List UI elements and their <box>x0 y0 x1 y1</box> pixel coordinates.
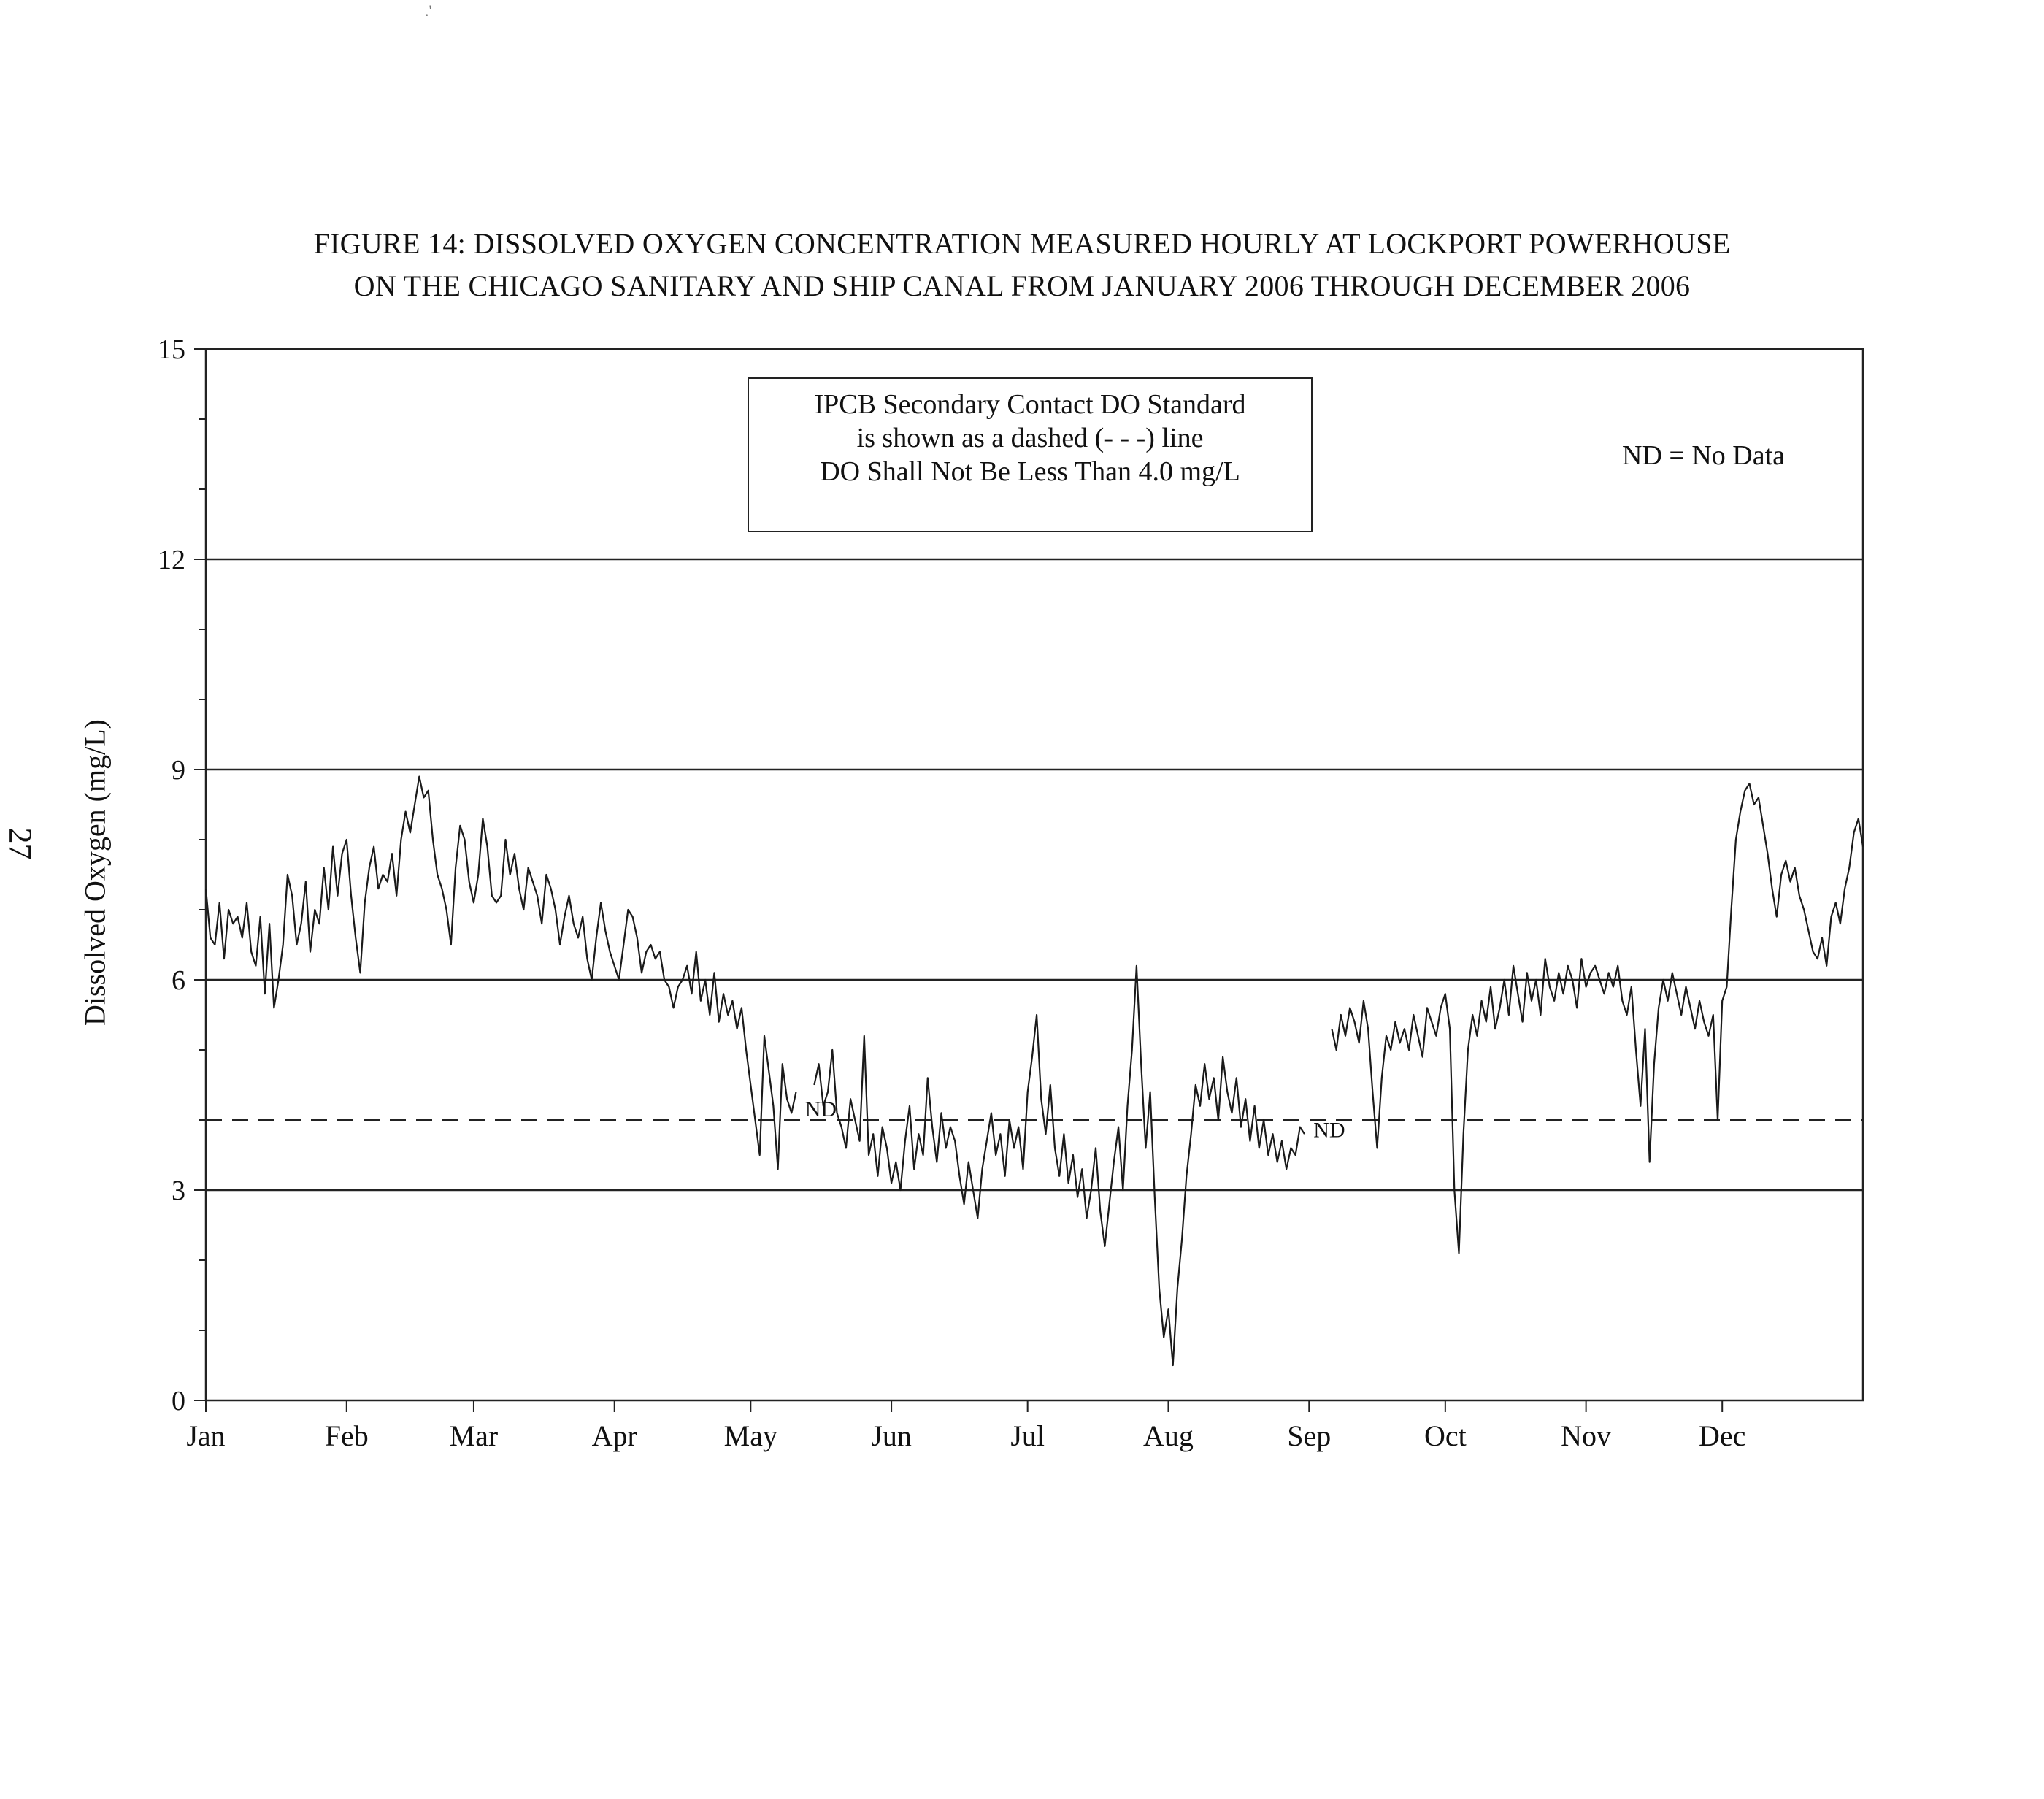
x-tick-label-sep: Sep <box>1287 1419 1332 1452</box>
nd-marker-2: ND <box>1313 1118 1345 1143</box>
y-tick-label: 0 <box>172 1386 185 1416</box>
chart-title-line-2: ON THE CHICAGO SANITARY AND SHIP CANAL FROM JANUARY 2006 THROUGH DECEMBER 2006 <box>353 269 1691 302</box>
y-tick-label: 15 <box>158 334 185 365</box>
legend-line-1: IPCB Secondary Contact DO Standard <box>814 389 1246 420</box>
x-tick-label-aug: Aug <box>1143 1419 1194 1452</box>
nd-marker-1: ND <box>804 1097 837 1121</box>
scan-speck: .' <box>425 1 432 20</box>
x-tick-label-jan: Jan <box>186 1419 226 1452</box>
page-number: 27 <box>2 827 39 860</box>
x-tick-label-oct: Oct <box>1424 1419 1467 1452</box>
x-tick-label-jul: Jul <box>1010 1419 1045 1452</box>
x-tick-label-may: May <box>723 1419 777 1452</box>
x-tick-label-jun: Jun <box>871 1419 912 1452</box>
x-tick-label-apr: Apr <box>591 1419 637 1452</box>
y-tick-label: 9 <box>172 755 185 786</box>
x-tick-label-mar: Mar <box>449 1419 499 1452</box>
do-series-segment-1 <box>206 777 796 1170</box>
y-axis-label: Dissolved Oxygen (mg/L) <box>78 719 112 1026</box>
do-series-segment-3 <box>1332 783 1863 1253</box>
legend-line-3: DO Shall Not Be Less Than 4.0 mg/L <box>820 456 1240 487</box>
y-tick-label: 6 <box>172 965 185 996</box>
x-tick-label-dec: Dec <box>1699 1419 1746 1452</box>
nd-note: ND = No Data <box>1622 440 1785 471</box>
chart-title-line-1: FIGURE 14: DISSOLVED OXYGEN CONCENTRATION MEASURED HOURLY AT LOCKPORT POWERHOUSE <box>313 227 1731 260</box>
legend-line-2: is shown as a dashed (- - -) line <box>856 423 1204 453</box>
x-tick-label-nov: Nov <box>1561 1419 1612 1452</box>
do-series-segment-2 <box>814 966 1305 1365</box>
x-tick-label-feb: Feb <box>324 1419 369 1452</box>
y-tick-label: 3 <box>172 1175 185 1206</box>
y-tick-label: 12 <box>158 545 185 575</box>
standard-legend-box <box>748 377 1313 532</box>
